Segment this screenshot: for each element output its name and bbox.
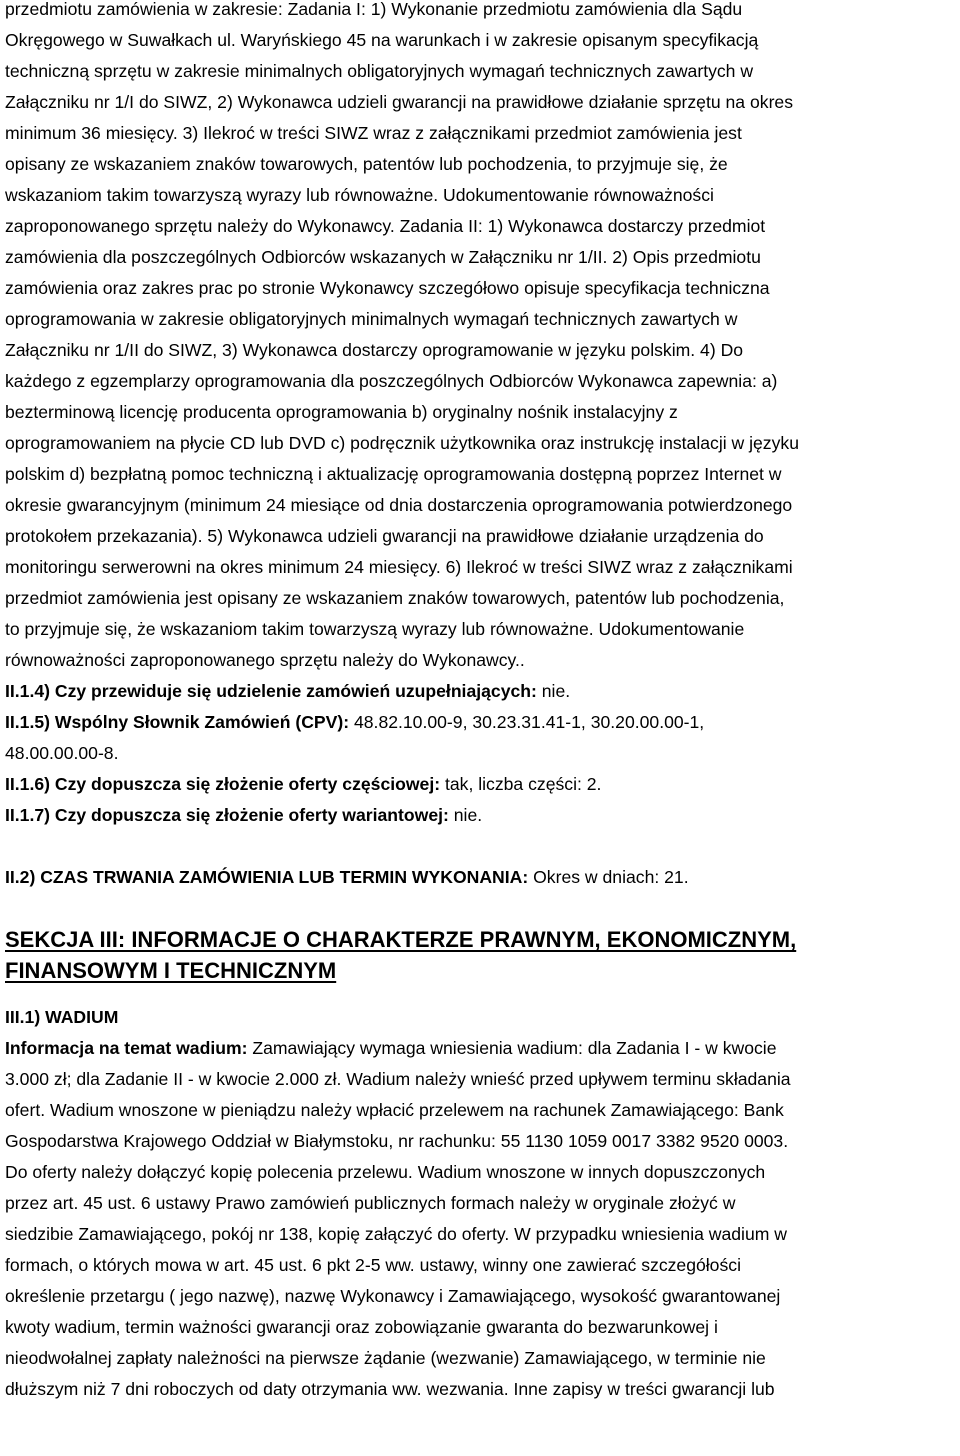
field-label: II.1.6) Czy dopuszcza się złożenie oferty częściowej: bbox=[5, 774, 441, 794]
text-line: przedmiotu zamówienia w zakresie: Zadania I: 1) Wykonanie przedmiotu zamówienia dla Sądu bbox=[5, 0, 743, 19]
text-line: 3.000 zł; dla Zadanie II - w kwocie 2.000 zł. Wadium należy wnieść przed upływem terminu składania bbox=[5, 1069, 791, 1089]
section-heading: FINANSOWYM I TECHNICZNYM bbox=[5, 958, 337, 983]
text-line: oprogramowaniem na płycie CD lub DVD c) podręcznik użytkownika oraz instrukcję instalacji w języku bbox=[5, 433, 799, 453]
field-value: Okres w dniach: 21. bbox=[528, 867, 689, 887]
text-line: Załączniku nr 1/I do SIWZ, 2) Wykonawca udzieli gwarancji na prawidłowe działanie sprzętu na okres bbox=[5, 92, 794, 112]
spacer bbox=[5, 986, 955, 1002]
field-value: nie. bbox=[448, 805, 483, 825]
field-value: nie. bbox=[536, 681, 571, 701]
document-page bbox=[5, 0, 955, 1405]
text-line: Do oferty należy dołączyć kopię polecenia przelewu. Wadium wnoszone w innych dopuszczonych bbox=[5, 1162, 766, 1182]
wadium-info bbox=[5, 1033, 955, 1064]
spacer bbox=[5, 893, 955, 924]
section-ii-1-4 bbox=[5, 676, 955, 707]
field-label: II.1.5) Wspólny Słownik Zamówień (CPV): bbox=[5, 712, 350, 732]
text-line: zamówienia dla poszczególnych Odbiorców wskazanych w Załączniku nr 1/II. 2) Opis przedmiotu bbox=[5, 247, 761, 267]
section-ii-1-7 bbox=[5, 800, 955, 831]
text-line: kwoty wadium, termin ważności gwarancji oraz zobowiązanie gwaranta do bezwarunkowej i bbox=[5, 1317, 718, 1337]
text-line: bezterminową licencję producenta oprogramowania b) oryginalny nośnik instalacyjny z bbox=[5, 402, 678, 422]
text-line: Załączniku nr 1/II do SIWZ, 3) Wykonawca dostarczy oprogramowanie w języku polskim. 4) Do bbox=[5, 340, 744, 360]
text-line: polskim d) bezpłatną pomoc techniczną i aktualizację oprogramowania dostępną poprzez Internet w bbox=[5, 464, 782, 484]
text-line: opisany ze wskazaniem znaków towarowych, patentów lub pochodzenia, to przyjmuje się, że bbox=[5, 154, 728, 174]
text-line: okresie gwarancyjnym (minimum 24 miesiące od dnia dostarczenia oprogramowania potwierdzonego bbox=[5, 495, 793, 515]
text-line: nieodwołalnej zapłaty należności na pierwsze żądanie (wezwanie) Zamawiającego, w terminie nie bbox=[5, 1348, 766, 1368]
text-line: formach, o których mowa w art. 45 ust. 6 pkt 2-5 ww. ustawy, winny one zawierać szczegółości bbox=[5, 1255, 741, 1275]
text-line: każdego z egzemplarzy oprogramowania dla poszczególnych Odbiorców Wykonawca zapewnia: a) bbox=[5, 371, 778, 391]
text-line: przez art. 45 ust. 6 ustawy Prawo zamówień publicznych formach należy w oryginale złożyć w bbox=[5, 1193, 736, 1213]
text-line: wskazaniom takim towarzyszą wyrazy lub równoważne. Udokumentowanie równoważności bbox=[5, 185, 714, 205]
field-label: II.2) CZAS TRWANIA ZAMÓWIENIA LUB TERMIN WYKONANIA: bbox=[5, 867, 529, 887]
text-line: oprogramowania w zakresie obligatoryjnych minimalnych wymagań technicznych zawartych w bbox=[5, 309, 738, 329]
text-line: dłuższym niż 7 dni roboczych od daty otrzymania ww. wezwania. Inne zapisy w treści gwarancji lub bbox=[5, 1379, 775, 1399]
text-line: protokołem przekazania). 5) Wykonawca udzieli gwarancji na prawidłowe działanie urządzenia do bbox=[5, 526, 764, 546]
field-label: Informacja na temat wadium: bbox=[5, 1038, 248, 1058]
text-line: monitoringu serwerowni na okres minimum 24 miesięcy. 6) Ilekroć w treści SIWZ wraz z załącznikami bbox=[5, 557, 793, 577]
section-ii-1-5 bbox=[5, 707, 955, 738]
text-line: siedzibie Zamawiającego, pokój nr 138, kopię załączyć do oferty. W przypadku wniesienia wadium w bbox=[5, 1224, 787, 1244]
text-line: Gospodarstwa Krajowego Oddział w Białymstoku, nr rachunku: 55 1130 1059 0017 3382 9520 0003. bbox=[5, 1131, 789, 1151]
section-heading: SEKCJA III: INFORMACJE O CHARAKTERZE PRAWNYM, EKONOMICZNYM, bbox=[5, 927, 797, 952]
text-line: techniczną sprzętu w zakresie minimalnych obligatoryjnych wymagań technicznych zawartych w bbox=[5, 61, 754, 81]
field-value: 48.82.10.00-9, 30.23.31.41-1, 30.20.00.00-1, bbox=[349, 712, 705, 732]
body-paragraph bbox=[5, 0, 955, 676]
field-value: Zamawiający wymaga wniesienia wadium: dla Zadania I - w kwocie bbox=[247, 1038, 777, 1058]
text-line: przedmiot zamówienia jest opisany ze wskazaniem znaków towarowych, patentów lub pochodzenia, bbox=[5, 588, 785, 608]
text-line: ofert. Wadium wnoszone w pieniądzu należy wpłacić przelewem na rachunek Zamawiającego: Bank bbox=[5, 1100, 784, 1120]
section-ii-1-6 bbox=[5, 769, 955, 800]
text-line: Okręgowego w Suwałkach ul. Waryńskiego 45 na warunkach i w zakresie opisanym specyfikacją bbox=[5, 30, 759, 50]
text-line: równoważności zaproponowanego sprzętu należy do Wykonawcy.. bbox=[5, 650, 525, 670]
section-ii-2 bbox=[5, 862, 955, 893]
field-value: tak, liczba części: 2. bbox=[440, 774, 602, 794]
text-line: zamówienia oraz zakres prac po stronie Wykonawcy szczegółowo opisuje specyfikacja techniczna bbox=[5, 278, 770, 298]
text-line: minimum 36 miesięcy. 3) Ilekroć w treści SIWZ wraz z załącznikami przedmiot zamówienia jest bbox=[5, 123, 742, 143]
subsection-title: III.1) WADIUM bbox=[5, 1007, 119, 1027]
spacer bbox=[5, 831, 955, 862]
text-line: to przyjmuje się, że wskazaniom takim towarzyszą wyrazy lub równoważne. Udokumentowanie bbox=[5, 619, 745, 639]
text-line: określenie przetargu ( jego nazwę), nazwę Wykonawcy i Zamawiającego, wysokość gwarantowanej bbox=[5, 1286, 781, 1306]
field-label: II.1.7) Czy dopuszcza się złożenie oferty wariantowej: bbox=[5, 805, 449, 825]
cpv-continuation: 48.00.00.00-8. bbox=[5, 743, 119, 763]
field-label: II.1.4) Czy przewiduje się udzielenie zamówień uzupełniających: bbox=[5, 681, 537, 701]
text-line: zaproponowanego sprzętu należy do Wykonawcy. Zadania II: 1) Wykonawca dostarczy przedmiot bbox=[5, 216, 766, 236]
wadium-paragraph bbox=[5, 1064, 955, 1405]
